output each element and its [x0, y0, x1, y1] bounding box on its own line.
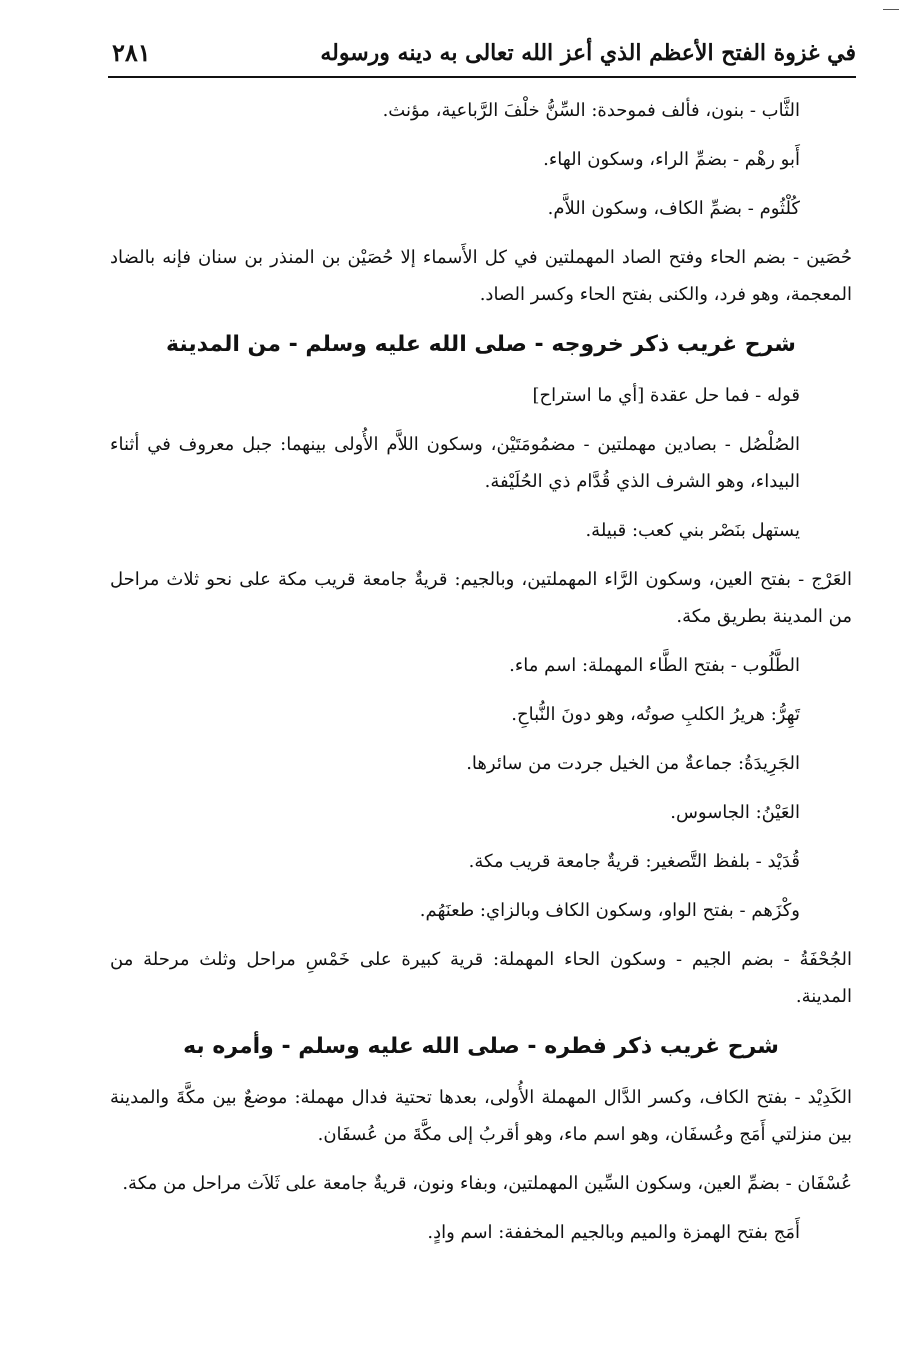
entry-hall-uqda: قوله - فما حل عقدة [أي ما استراح] — [532, 385, 800, 406]
entry-nasr: يستهل بنَصْر بني كعب: قبيلة. — [585, 520, 800, 541]
entry-al-thab: الثَّاب - بنون، فألف فموحدة: السِّنُّ خلْفَ الرَّباعية، مؤنث. — [382, 100, 800, 121]
entry-amaj: أَمَج بفتح الهمزة والميم وبالجيم المخففة: اسم وادٍ. — [427, 1222, 800, 1243]
page-number: ٢٨١ — [112, 38, 151, 67]
entry-al-ayn: العَيْنُ: الجاسوس. — [670, 802, 800, 823]
section-heading-fasting: شرح غريب ذكر فطره - صلى الله عليه وسلم - وأمره به — [183, 1034, 779, 1059]
entry-tahirru: تَهِرُّ: هريرُ الكلبِ صوتُه، وهو دونَ النُّباحِ. — [511, 704, 800, 725]
corner-mark — [883, 9, 899, 10]
entry-usfan: عُسْفَان - بضمِّ العين، وسكون السِّين المهملتين، وبفاء ونون، قريةٌ جامعة على ثَلاَث مراحل من مكة. — [122, 1173, 852, 1194]
page-body — [110, 92, 852, 1263]
running-title: في غزوة الفتح الأعظم الذي أعز الله تعالى به دينه ورسوله — [320, 40, 856, 66]
entry-husayn: حُصَين - بضم الحاء وفتح الصاد المهملتين في كل الأَسماء إلا حُصَيْن بن المنذر بن سنان فإنه بالضاد المعجمة، وهو فرد، والكنى بفتح الحاء وكسر الصاد. — [110, 247, 852, 305]
entry-al-juhfa: الجُحْفَةُ - بضم الجيم - وسكون الحاء المهملة: قرية كبيرة على خَمْسِ مراحل وثلث مرحلة من المدينة. — [110, 949, 852, 1007]
entry-qudayd: قُدَيْد - بلفظ التَّصغير: قريةٌ جامعة قريب مكة. — [468, 851, 800, 872]
entry-al-kadid: الكَدِيْد - بفتح الكاف، وكسر الدَّال المهملة الأُولى، بعدها تحتية فدال مهملة: موضعٌ بين مكَّةَ والمدينة بين منزلتي أَمَج وعُسفَان، وهو اسم ماء، وهو أقربُ إلى مكَّةَ من عُسفَان. — [110, 1087, 852, 1145]
section-heading-departure: شرح غريب ذكر خروجه - صلى الله عليه وسلم - من المدينة — [166, 332, 796, 357]
entry-al-arj: العَرْج - بفتح العين، وسكون الرَّاء المهملتين، وبالجيم: قريةٌ جامعة قريب مكة على نحو ثلاث مراحل من المدينة بطريق مكة. — [110, 569, 852, 627]
entry-wakzahum: وكْزَهم - بفتح الواو، وسكون الكاف وبالزاي: طعنَهُم. — [419, 900, 800, 921]
entry-al-talub: الطَّلُوب - بفتح الطَّاء المهملة: اسم ماء. — [509, 655, 800, 676]
entry-al-jarida: الجَرِيدَةُ: جماعةٌ من الخيل جردت من سائرها. — [466, 753, 800, 774]
running-header — [108, 34, 856, 74]
entry-kulthum: كُلْثُوم - بضمِّ الكاف، وسكون اللاَّم. — [547, 198, 800, 219]
entry-abu-ruhm: أَبو رهْم - بضمِّ الراء، وسكون الهاء. — [543, 149, 800, 170]
header-rule — [108, 76, 856, 78]
entry-sulsul: الصُلْصُل - بصادين مهملتين - مضمُومَتَيْن، وسكون اللاَّم الأُولى بينهما: جبل معروف في أثناء البيداء، وهو الشرف الذي قُدَّام ذي الحُلَيْفة. — [110, 434, 800, 492]
